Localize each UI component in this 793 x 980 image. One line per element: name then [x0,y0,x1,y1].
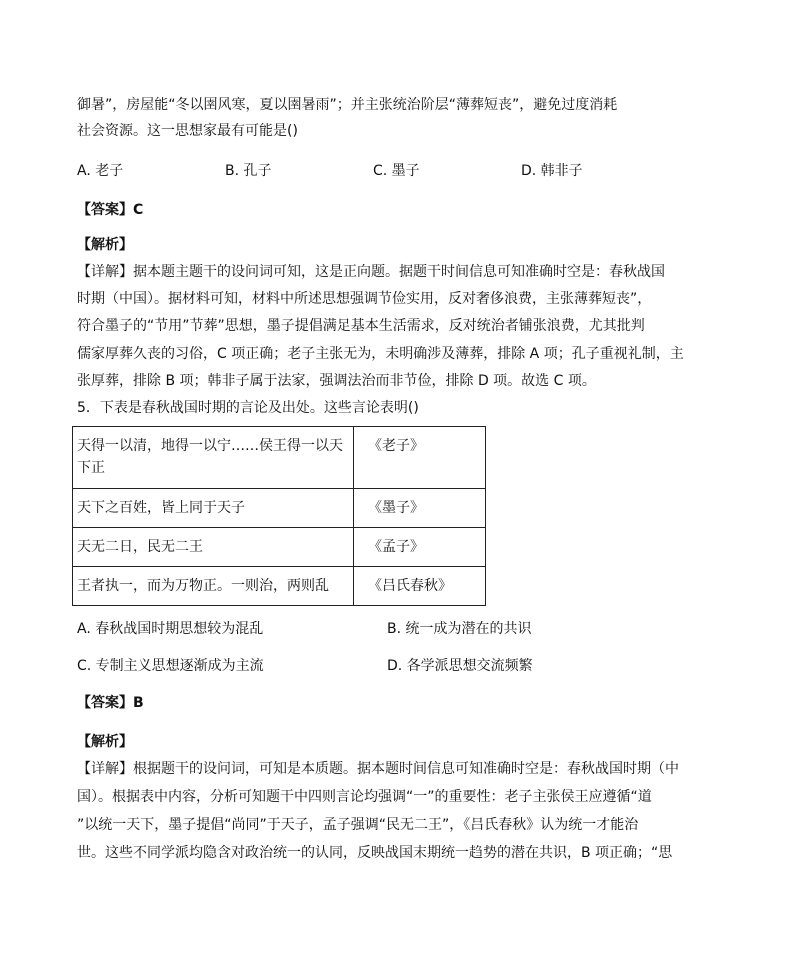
q5-option-d: D. 各学派思想交流频繁 [387,658,533,674]
q4-analysis-line-4: 儒家厚葬久丧的习俗，C 项正确；老子主张无为，未明确涉及薄葬，排除 A 项；孔子重视礼制，主 [77,346,684,362]
q4-analysis-line-1: 【详解】据本题主题干的设问词可知，这是正向题。据题干时间信息可知准确时空是：春秋战国 [77,264,665,280]
source-cell: 《老子》 [354,427,486,489]
intro-line-2: 社会资源。这一思想家最有可能是() [77,123,298,139]
quote-cell: 天得一以清，地得一以宁……侯王得一以天下正 [73,427,354,489]
q4-analysis-line-5: 张厚葬，排除 B 项；韩非子属于法家，强调法治而非节俭，排除 D 项。故选 C 项。 [77,373,596,389]
table-row [73,528,486,567]
q5-option-c: C. 专制主义思想逐渐成为主流 [77,658,264,674]
q4-option-c: C. 墨子 [373,163,420,179]
q4-option-b: B. 孔子 [225,163,272,179]
table-row [73,489,486,528]
q5-option-a: A. 春秋战国时期思想较为混乱 [77,621,264,637]
source-cell: 《孟子》 [354,528,486,567]
q4-analysis-line-2: 时期（中国）。据材料可知，材料中所述思想强调节俭实用，反对奢侈浪费，主张薄葬短丧”， [77,291,652,307]
q4-answer: 【答案】C [77,202,144,218]
q5-analysis-line-3: ”以统一天下，墨子提倡“尚同”于天子，孟子强调“民无二王”，《吕氏春秋》认为统一才能治 [77,817,639,833]
q5-analysis-line-1: 【详解】根据题干的设问词，可知是本质题。据本题时间信息可知准确时空是：春秋战国时期（中 [77,761,679,777]
table-row [73,567,486,606]
q5-analysis-line-2: 国）。根据表中内容，分析可知题干中四则言论均强调“一”的重要性：老子主张侯王应遵循“道 [77,789,652,805]
source-cell: 《吕氏春秋》 [354,567,486,606]
q4-option-a: A. 老子 [77,163,124,179]
q5-stem: 5．下表是春秋战国时期的言论及出处。这些言论表明() [77,400,419,416]
q4-option-d: D. 韩非子 [521,163,583,179]
quote-cell: 王者执一，而为万物正。一则治，两则乱 [73,567,354,606]
q5-answer: 【答案】B [77,695,144,711]
table-row [73,427,486,489]
quote-cell: 天下之百姓，皆上同于天子 [73,489,354,528]
q4-analysis-title: 【解析】 [77,237,133,253]
q5-analysis-line-4: 世。这些不同学派均隐含对政治统一的认同，反映战国末期统一趋势的潜在共识，B 项正确；“思 [77,845,673,861]
q5-analysis-title: 【解析】 [77,734,133,750]
q5-quote-table [72,426,486,606]
intro-line-1: 御暑”，房屋能“冬以圉风寒，夏以圉暑雨”；并主张统治阶层“薄葬短丧”，避免过度消耗 [77,97,618,113]
quote-cell: 天无二日，民无二王 [73,528,354,567]
q5-option-b: B. 统一成为潜在的共识 [387,621,532,637]
source-cell: 《墨子》 [354,489,486,528]
q4-analysis-line-3: 符合墨子的“节用”节葬”思想，墨子提倡满足基本生活需求，反对统治者铺张浪费，尤其批判 [77,318,645,334]
